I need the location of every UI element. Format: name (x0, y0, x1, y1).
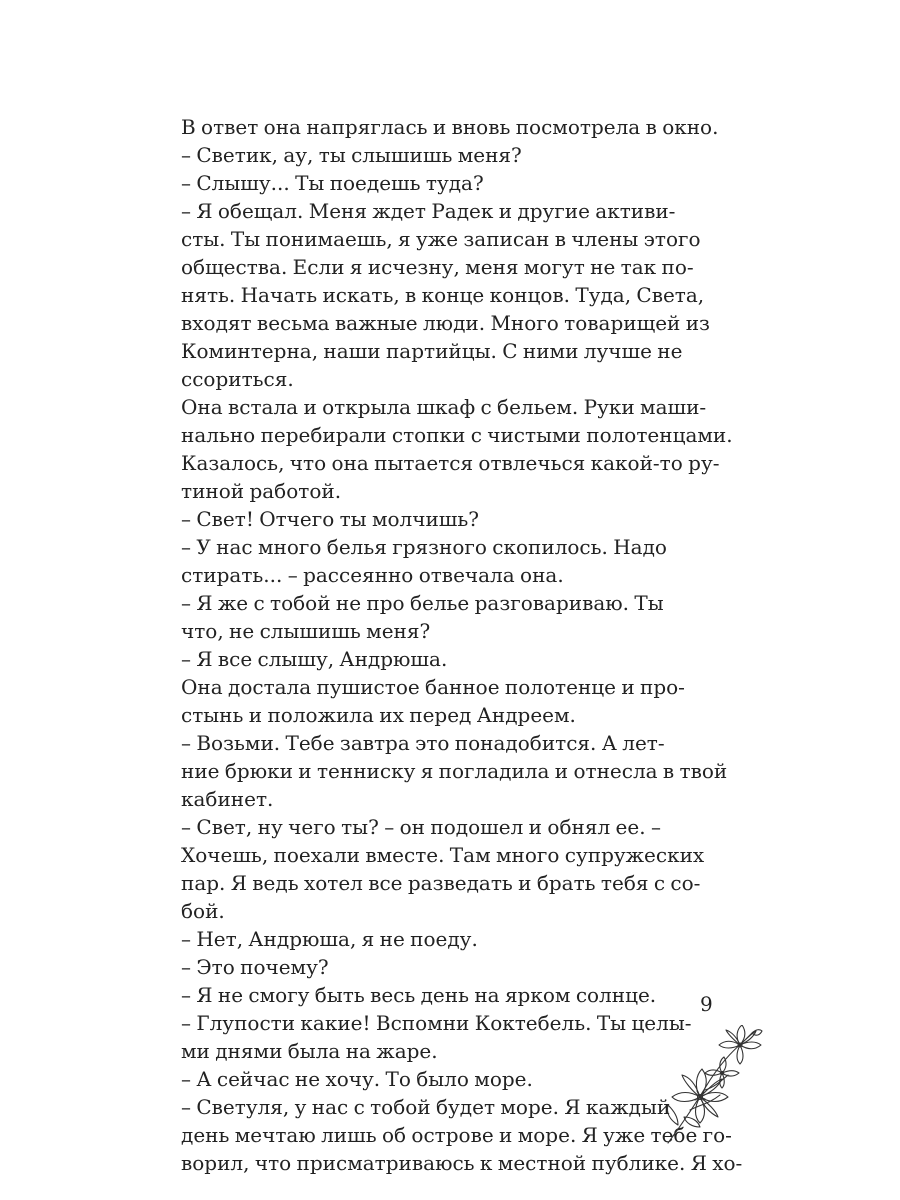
text-line: – Я обещал. Меня ждет Радек и другие активи- (181, 199, 676, 223)
text-line: – Я все слышу, Андрюша. (181, 647, 448, 671)
text-line: – Свет! Отчего ты молчишь? (181, 507, 480, 531)
text-line: В ответ она напряглась и вновь посмотрела в окно. (181, 115, 719, 139)
text-line: нять. Начать искать, в конце концов. Туда, Света, (181, 283, 705, 307)
text-line: тиной работой. (181, 479, 342, 503)
text-line: – У нас много белья грязного скопилось. Надо (181, 535, 667, 559)
text-line: общества. Если я исчезну, меня могут не так по- (181, 255, 694, 279)
text-line: Хочешь, поехали вместе. Там много супружеских (181, 843, 705, 867)
text-line: – Я же с тобой не про белье разговариваю. Ты (181, 591, 664, 615)
text-line: входят весьма важные люди. Много товарищей из (181, 311, 710, 335)
text-line: сты. Ты понимаешь, я уже записан в члены этого (181, 227, 701, 251)
text-line: пар. Я ведь хотел все разведать и брать тебя с со- (181, 871, 701, 895)
flower-sketch-icon (660, 1025, 770, 1145)
text-line: – Нет, Андрюша, я не поеду. (181, 927, 478, 951)
text-line: что, не слышишь меня? (181, 619, 431, 643)
text-line: – Светик, ау, ты слышишь меня? (181, 143, 522, 167)
text-line: нально перебирали стопки с чистыми полотенцами. (181, 423, 733, 447)
text-line: – А сейчас не хочу. То было море. (181, 1067, 533, 1091)
text-line: – Глупости какие! Вспомни Коктебель. Ты целы- (181, 1011, 692, 1035)
text-line: – Возьми. Тебе завтра это понадобится. А лет- (181, 731, 665, 755)
text-line: ссориться. (181, 367, 294, 391)
text-line: стирать... – рассеянно отвечала она. (181, 563, 564, 587)
text-line: – Слышу... Ты поедешь туда? (181, 171, 484, 195)
text-line: Казалось, что она пытается отвлечься какой-то ру- (181, 451, 720, 475)
text-line: день мечтаю лишь об острове и море. Я уже тебе го- (181, 1123, 732, 1147)
text-line: – Свет, ну чего ты? – он подошел и обнял ее. – (181, 815, 661, 839)
page-number: 9 (700, 992, 713, 1016)
text-line: – Светуля, у нас с тобой будет море. Я каждый (181, 1095, 671, 1119)
text-line: стынь и положила их перед Андреем. (181, 703, 576, 727)
text-line: Она встала и открыла шкаф с бельем. Руки маши- (181, 395, 707, 419)
text-line: – Я не смогу быть весь день на ярком солнце. (181, 983, 657, 1007)
text-line: Коминтерна, наши партийцы. С ними лучше не (181, 339, 683, 363)
text-line: ворил, что присматриваюсь к местной публике. Я хо- (181, 1151, 743, 1175)
text-line: ми днями была на жаре. (181, 1039, 438, 1063)
text-line: – Это почему? (181, 955, 329, 979)
text-line: ние брюки и тенниску я погладила и отнесла в твой (181, 759, 728, 783)
text-line: бой. (181, 899, 225, 923)
text-line: Она достала пушистое банное полотенце и про- (181, 675, 685, 699)
text-line: кабинет. (181, 787, 274, 811)
